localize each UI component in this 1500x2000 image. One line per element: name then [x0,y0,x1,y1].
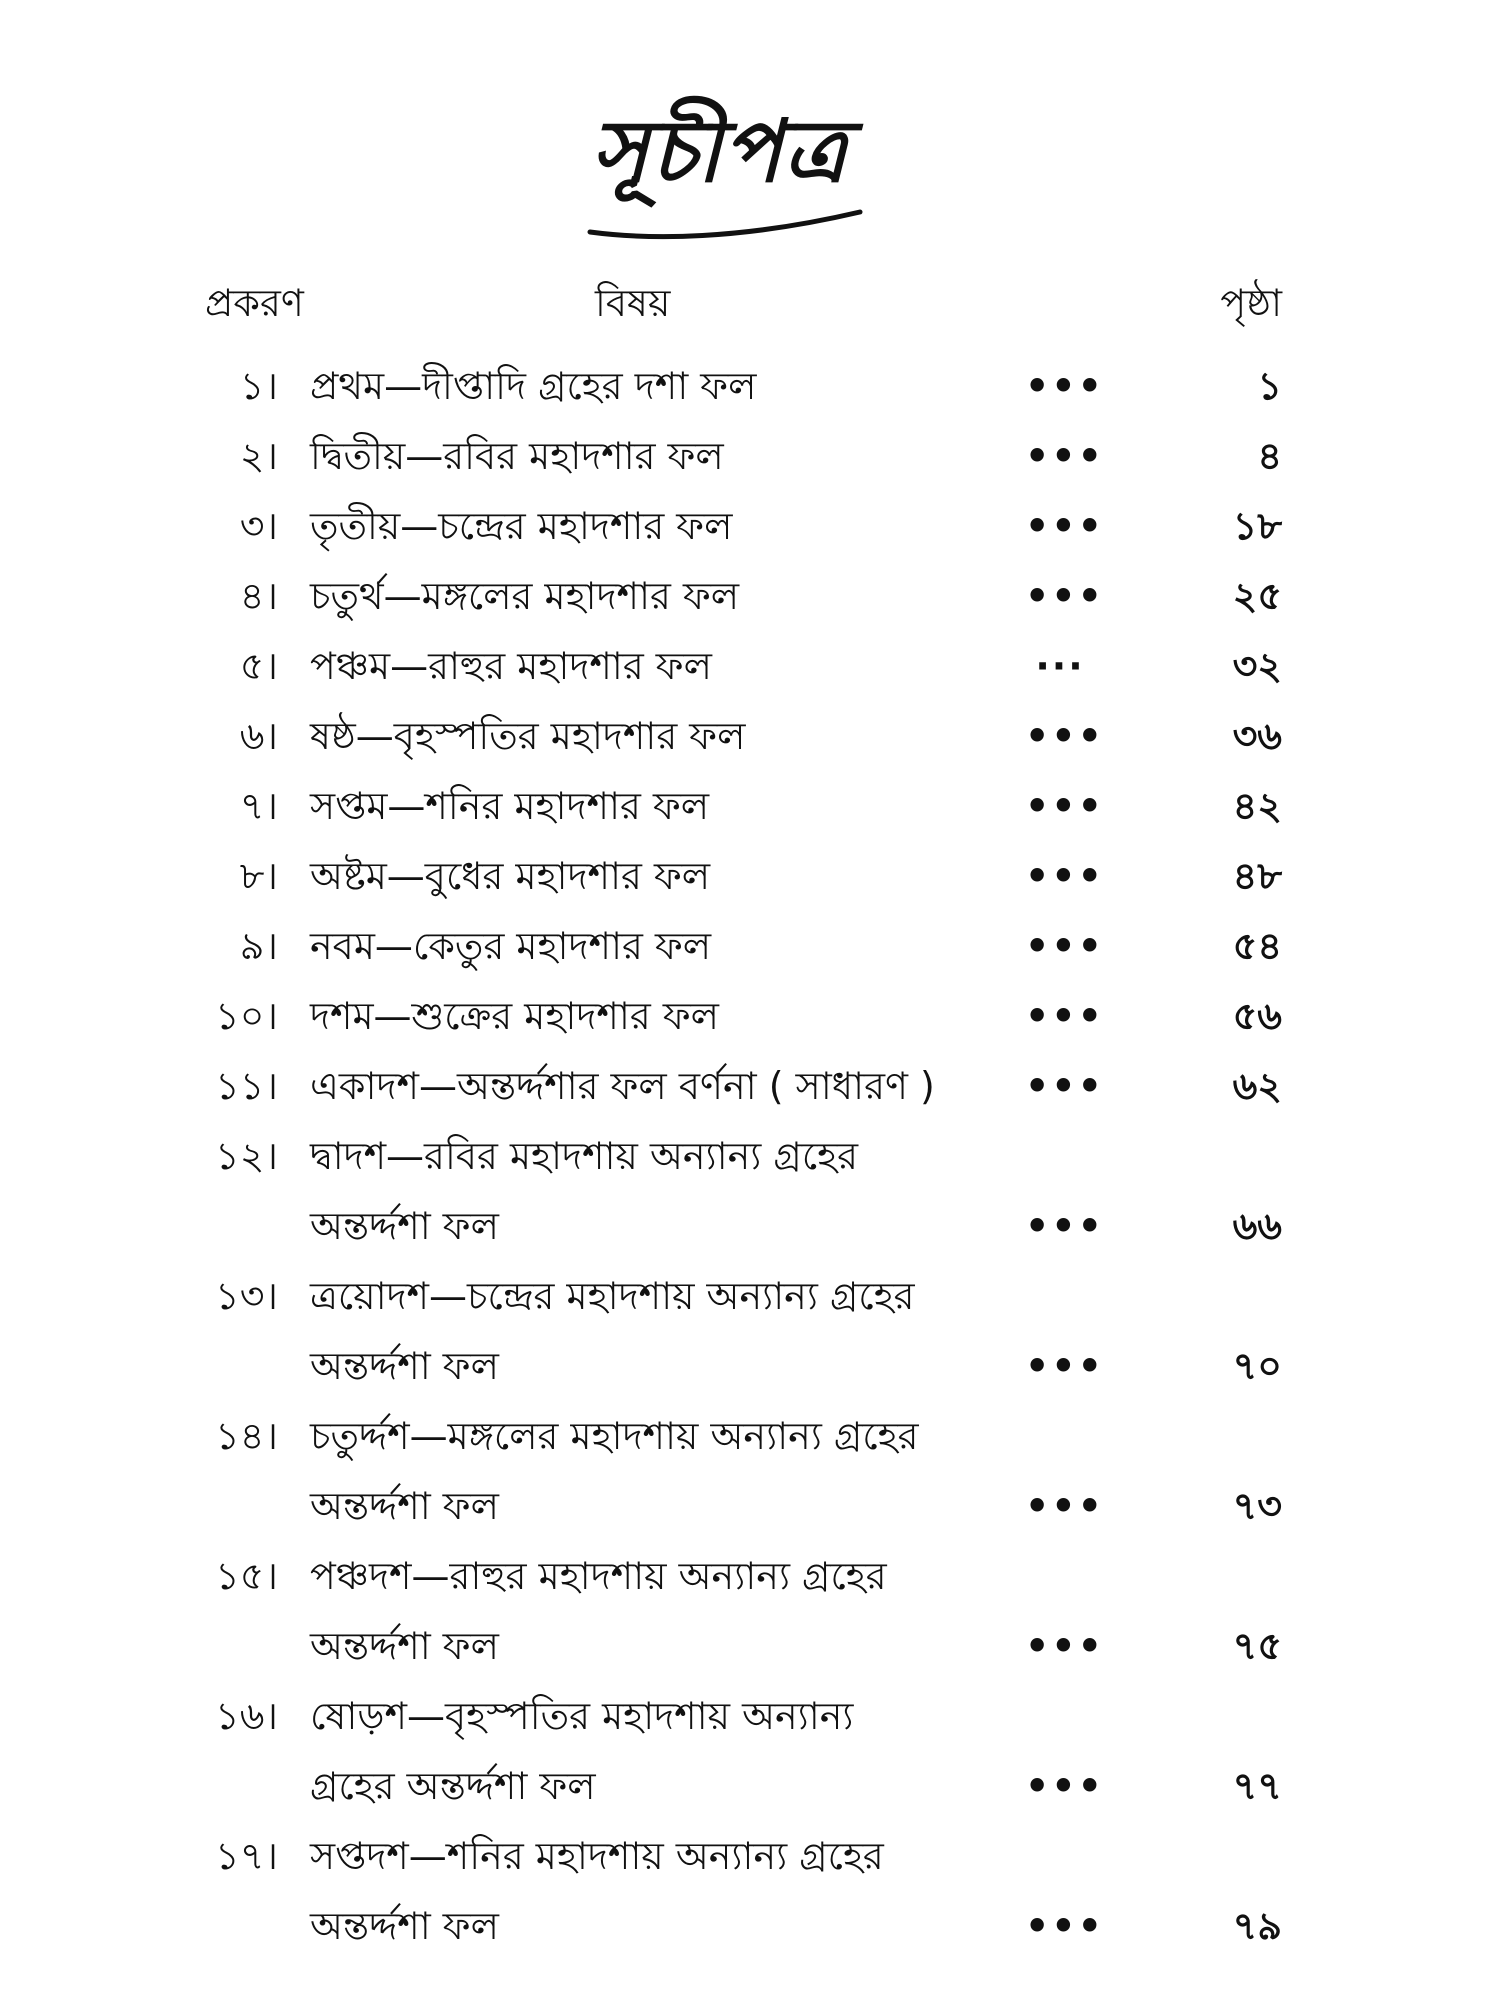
toc-entry [0,1688,1500,1744]
chapter-title: চতুর্দ্দশ—মঙ্গলের মহাদশায় অন্যান্য গ্রহের [310,1414,919,1458]
chapter-title: সপ্তম—শনির মহাদশার ফল [310,784,710,828]
page-number: ১৮ [1232,504,1282,548]
chapter-number: ৪। [239,574,278,618]
toc-entry [0,778,1500,834]
toc-entry-continuation [0,1618,1500,1674]
leader-dots: ••• [1025,504,1104,548]
toc-entry [0,1128,1500,1184]
chapter-number: ২। [239,434,278,478]
toc-entry [0,1548,1500,1604]
toc-entry [0,358,1500,414]
page-number: ৭৯ [1232,1904,1282,1948]
chapter-number: ১৫। [215,1554,278,1598]
chapter-title: সপ্তদশ—শনির মহাদশায় অন্যান্য গ্রহের [310,1834,884,1878]
page-number: ৫৪ [1232,924,1282,968]
page-number: ৪৮ [1232,854,1282,898]
toc-entry-continuation [0,1198,1500,1254]
toc-entry [0,568,1500,624]
toc-entry [0,1828,1500,1884]
toc-entry-continuation [0,1898,1500,1954]
chapter-number: ১৩। [215,1274,278,1318]
leader-dots: ••• [1025,1764,1104,1808]
leader-dots: ••• [1025,1904,1104,1948]
chapter-title: ষষ্ঠ—বৃহস্পতির মহাদশার ফল [310,714,746,758]
page-number: ৭৫ [1232,1624,1282,1668]
page-number: ৪ [1257,434,1282,478]
leader-dots: ••• [1025,994,1104,1038]
leader-dots: ••• [1025,1624,1104,1668]
leader-dots: ••• [1025,1344,1104,1388]
chapter-number: ৬। [239,714,278,758]
leader-dots: ••• [1025,364,1104,408]
leader-dots: ··· [1035,644,1085,688]
chapter-number: ১০। [215,994,278,1038]
page-number: ৩৬ [1232,714,1282,758]
leader-dots: ••• [1025,434,1104,478]
toc-entry [0,1058,1500,1114]
page-number: ৬২ [1232,1064,1282,1108]
page-number: ৪২ [1232,784,1282,828]
page-number: ৬৬ [1232,1204,1282,1248]
chapter-number: ১৭। [215,1834,278,1878]
page-number: ৭৭ [1232,1764,1282,1808]
leader-dots: ••• [1025,1204,1104,1248]
chapter-number: ৭। [239,784,278,828]
chapter-number: ১১। [215,1064,278,1108]
chapter-number: ১২। [215,1134,278,1178]
column-header-subject: বিষয় [595,281,671,325]
toc-entry [0,1268,1500,1324]
chapter-title: অন্তর্দ্দশা ফল [310,1624,499,1668]
toc-entry [0,638,1500,694]
chapter-title: দ্বাদশ—রবির মহাদশায় অন্যান্য গ্রহের [310,1134,858,1178]
page-number: ২৫ [1232,574,1282,618]
chapter-title: তৃতীয়—চন্দ্রের মহাদশার ফল [310,504,733,548]
chapter-title: গ্রহের অন্তর্দ্দশা ফল [310,1764,596,1808]
chapter-title: অন্তর্দ্দশা ফল [310,1484,499,1528]
toc-entry [0,1408,1500,1464]
toc-entry [0,428,1500,484]
chapter-title: অন্তর্দ্দশা ফল [310,1904,499,1948]
chapter-number: ১৪। [215,1414,278,1458]
chapter-number: ৩। [239,504,278,548]
chapter-title: চতুর্থ—মঙ্গলের মহাদশার ফল [310,574,740,618]
page-number: ৭০ [1232,1344,1282,1388]
chapter-number: ১। [239,364,278,408]
page-number: ১ [1257,364,1282,408]
chapter-title: একাদশ—অন্তর্দ্দশার ফল বর্ণনা ( সাধারণ ) [310,1064,935,1108]
chapter-number: ৫। [239,644,278,688]
leader-dots: ••• [1025,784,1104,828]
toc-entry-continuation [0,1758,1500,1814]
page-number: ৫৬ [1232,994,1282,1038]
chapter-title: ত্রয়োদশ—চন্দ্রের মহাদশায় অন্যান্য গ্রহের [310,1274,915,1318]
toc-entry-continuation [0,1478,1500,1534]
leader-dots: ••• [1025,1484,1104,1528]
column-header-chapter: প্রকরণ [205,281,304,325]
chapter-number: ৯। [239,924,278,968]
leader-dots: ••• [1025,854,1104,898]
leader-dots: ••• [1025,714,1104,758]
toc-entry-continuation [0,1338,1500,1394]
toc-entry [0,708,1500,764]
chapter-title: অষ্টম—বুধের মহাদশার ফল [310,854,711,898]
chapter-title: অন্তর্দ্দশা ফল [310,1204,499,1248]
chapter-title: অন্তর্দ্দশা ফল [310,1344,499,1388]
chapter-title: ষোড়শ—বৃহস্পতির মহাদশায় অন্যান্য [310,1694,854,1738]
page-title-text: সূচীপত্র [591,101,849,202]
chapter-title: দ্বিতীয়—রবির মহাদশার ফল [310,434,724,478]
chapter-title: দশম—শুক্রের মহাদশার ফল [310,994,719,1038]
page-number: ৭৩ [1232,1484,1282,1528]
page-number: ৩২ [1232,644,1282,688]
toc-entry [0,498,1500,554]
column-header-page: পৃষ্ঠা [1220,281,1282,325]
chapter-number: ১৬। [215,1694,278,1738]
toc-entry [0,918,1500,974]
chapter-title: নবম—কেতুর মহাদশার ফল [310,924,712,968]
leader-dots: ••• [1025,574,1104,618]
leader-dots: ••• [1025,924,1104,968]
chapter-title: পঞ্চম—রাহুর মহাদশার ফল [310,644,712,688]
chapter-title: প্রথম—দীপ্তাদি গ্রহের দশা ফল [310,364,757,408]
toc-entry [0,848,1500,904]
toc-entry [0,988,1500,1044]
leader-dots: ••• [1025,1064,1104,1108]
chapter-title: পঞ্চদশ—রাহুর মহাদশায় অন্যান্য গ্রহের [310,1554,887,1598]
chapter-number: ৮। [239,854,278,898]
